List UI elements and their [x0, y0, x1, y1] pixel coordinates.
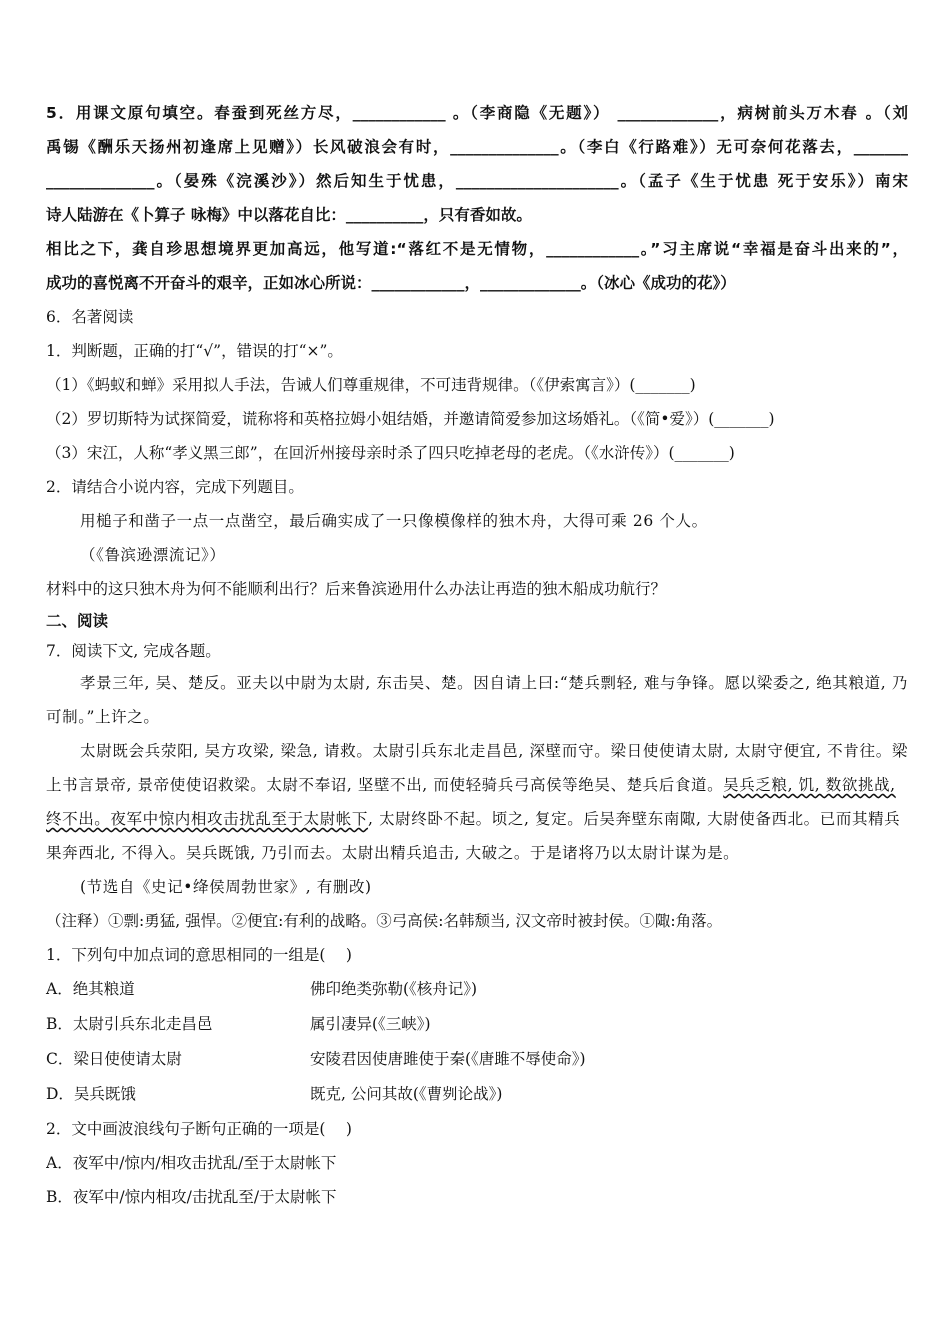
q7-para2-text-cont: , 太尉终卧不起。顷之, 复定。后吴奔壁东南陬, 大尉使备西北。已而其精兵: [368, 810, 901, 828]
q7-sq2-option-b: B．夜军中/惊内相攻/击扰乱至/于太尉帐下: [46, 1188, 337, 1206]
q6-material-source: （《鲁滨逊漂流记》）: [80, 546, 226, 564]
q7-para2-text: 上书言景帝, 景帝使使诏救梁。太尉不奉诏, 坚壁不出, 而使轻骑兵弓高侯等绝吴、楚兵后食道。: [46, 776, 724, 794]
q7-subquestion-1: 1．下列句中加点词的意思相同的一组是( ): [46, 946, 352, 964]
q6-item-3: （3）宋江，人称“孝义黑三郎”，在回沂州接母亲时杀了四只吃掉老母的老虎。（《水浒传》）(_______): [46, 444, 735, 462]
exam-page: [46, 96, 908, 1214]
q7-source: (节选自《史记•绛侯周勃世家》, 有删改): [80, 878, 372, 896]
section-title: 二、阅读: [46, 612, 109, 630]
q5-line-5: 相比之下，龚自珍思想境界更加高远，他写道:“落红不是无情物，____________。”习主席说“幸福是奋斗出来的”，: [46, 240, 908, 258]
q7-sq2-option-a: A．夜军中/惊内/相攻击扰乱/至于太尉帐下: [46, 1154, 337, 1172]
option-c: [46, 1042, 908, 1077]
q7-para1-line1: 孝景三年, 吴、楚反。亚夫以中尉为太尉, 东击吴、楚。因自请上曰:“楚兵剽轻, 难与争锋。愿以梁委之, 绝其粮道, 乃: [80, 674, 908, 692]
option-a-left: A．绝其粮道: [46, 980, 135, 998]
q6-question: 材料中的这只独木舟为何不能顺利出行？后来鲁滨逊用什么办法让再造的独木船成功航行？: [46, 580, 667, 598]
option-d-right: 既克, 公问其故(《曹刿论战》): [310, 1085, 503, 1103]
option-d: [46, 1077, 908, 1112]
option-d-left: D．吴兵既饿: [46, 1085, 136, 1103]
q5-line-6: 成功的喜悦离不开奋斗的艰辛，正如冰心所说：____________，_____________。（冰心《成功的花》）: [46, 274, 736, 292]
q7-subquestion-2: 2．文中画波浪线句子断句正确的一项是( ): [46, 1120, 352, 1138]
q6-item-1: （1）《蚂蚁和蝉》采用拟人手法，告诫人们尊重规律，不可违背规律。（《伊索寓言》）(_______): [46, 376, 696, 394]
q7-para2-line1: 太尉既会兵荥阳, 吴方攻梁, 梁急, 请救。太尉引兵东北走昌邑, 深壁而守。梁日使使请太尉, 太尉守便宜, 不肯往。梁: [80, 742, 908, 760]
option-a-right: 佛印绝类弥勒(《核舟记》): [310, 980, 478, 998]
option-b-left: B．太尉引兵东北走昌邑: [46, 1015, 213, 1033]
option-c-left: C．梁日使使请太尉: [46, 1050, 182, 1068]
q6-title: 6．名著阅读: [46, 308, 134, 326]
q7-para2-line4: 果奔西北, 不得入。吴兵既饿, 乃引而去。太尉出精兵追击, 大破之。于是诸将乃以太尉计谋为是。: [46, 844, 740, 862]
option-b: [46, 1007, 908, 1042]
wavy-sentence-part1: 吴兵乏粮, 饥, 数欲挑战,: [723, 776, 896, 794]
q6-item-2: （2）罗切斯特为试探简爱，谎称将和英格拉姆小姐结婚，并邀请简爱参加这场婚礼。（《简•爱》）(_______): [46, 410, 775, 428]
q6-sub2: 2．请结合小说内容，完成下列题目。: [46, 478, 304, 496]
q7-notes: （注释）①剽:勇猛, 强悍。②便宜:有利的战略。③弓高侯:名韩颓当, 汉文帝时被封侯。①陬:角落。: [46, 912, 723, 930]
q6-material: 用槌子和凿子一点一点凿空，最后确实成了一只像模像样的独木舟，大得可乘 26 个人。: [80, 512, 708, 530]
q5-line-2: 禹锡《酬乐天扬州初逢席上见赠》）长风破浪会有时，______________。（李白《行路难》）无可奈何花落去，_______: [46, 138, 908, 156]
q6-sub1: 1．判断题，正确的打“√”，错误的打“×”。: [46, 342, 343, 360]
q7-title: 7．阅读下文, 完成各题。: [46, 642, 221, 660]
q7-para2-line3: [46, 802, 908, 836]
q5-line-3: ______________。（晏殊《浣溪沙》）然后知生于忧患，_____________________。（孟子《生于忧患 死于安乐》）南宋: [46, 172, 908, 190]
q5-line-4: 诗人陆游在《卜算子 咏梅》中以落花自比：__________，只有香如故。: [46, 206, 532, 224]
q7-para2-line2: [46, 768, 908, 802]
wavy-sentence-part2: 终不出。夜军中惊内相攻击扰乱至于太尉帐下: [46, 810, 369, 828]
option-a: [46, 972, 908, 1007]
q5-line-1: 5．用课文原句填空。春蚕到死丝方尽，____________ 。（李商隐《无题》） _____________，病树前头万木春 。（刘: [46, 104, 908, 122]
option-c-right: 安陵君因使唐雎使于秦(《唐雎不辱使命》): [310, 1050, 586, 1068]
option-b-right: 属引凄异(《三峡》): [310, 1015, 431, 1033]
q7-para1-line2: 可制。”上许之。: [46, 708, 160, 726]
